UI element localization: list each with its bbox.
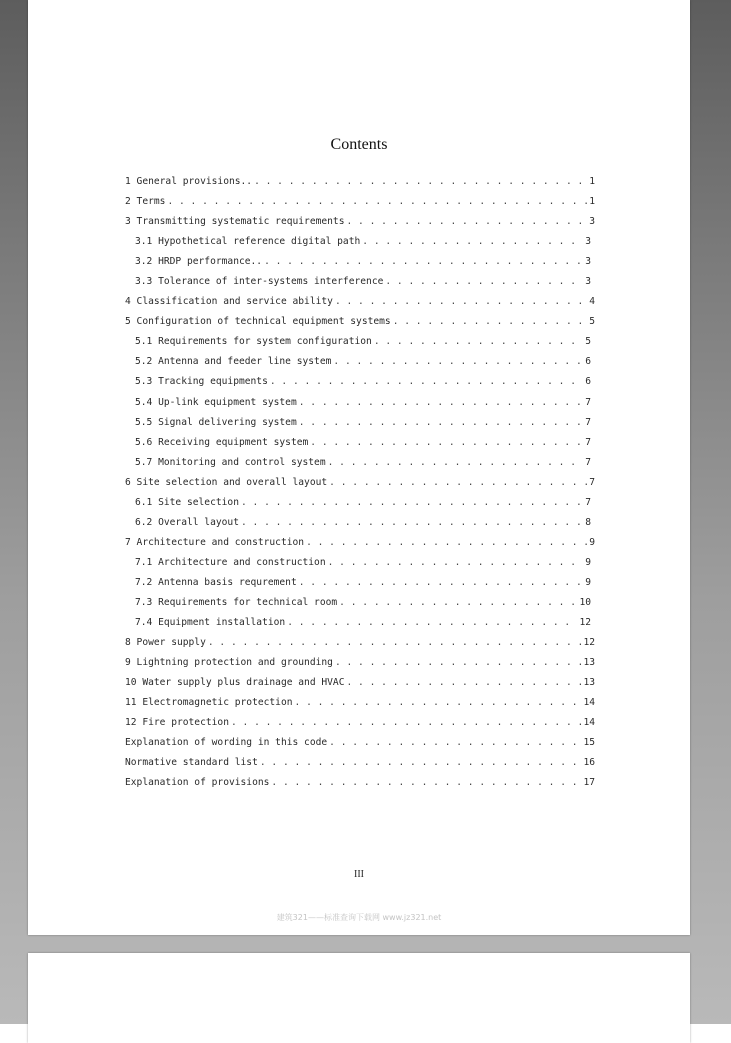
toc-entry-label: 2 Terms xyxy=(125,196,166,208)
toc-entry-page: 10 xyxy=(579,596,591,608)
toc-dot-leader xyxy=(299,397,583,408)
toc-entry-label: 7.4 Equipment installation xyxy=(135,617,286,629)
toc-entry-page: 9 xyxy=(585,576,591,588)
toc-entry-page: 6 xyxy=(585,376,591,388)
toc-entry[interactable] xyxy=(125,457,595,477)
toc-entry[interactable] xyxy=(125,176,595,196)
toc-dot-leader xyxy=(333,356,583,367)
toc-entry-label: 5.5 Signal delivering system xyxy=(135,416,297,428)
toc-dot-leader xyxy=(295,697,582,708)
toc-dot-leader xyxy=(231,717,581,728)
toc-entry-page: 17 xyxy=(583,777,595,789)
page-number: III xyxy=(354,869,364,880)
toc-entry[interactable] xyxy=(125,617,595,637)
toc-entry-label: 1 General provisions.. xyxy=(125,176,253,187)
toc-entry-label: 5.6 Receiving equipment system xyxy=(135,436,309,448)
toc-entry-label: 9 Lightning protection and grounding xyxy=(125,657,333,669)
toc-entry-page: 8 xyxy=(585,516,591,528)
toc-entry-label: 10 Water supply plus drainage and HVAC xyxy=(125,677,345,689)
toc-dot-leader xyxy=(299,577,583,588)
toc-entry-page: 4 xyxy=(589,296,595,308)
toc-dot-leader xyxy=(241,517,583,528)
toc-dot-leader xyxy=(260,757,582,768)
document-page xyxy=(28,0,690,935)
toc-entry-label: 7.2 Antenna basis requrement xyxy=(135,576,297,588)
toc-entry-page: 6 xyxy=(585,356,591,368)
toc-entry-label: Normative standard list xyxy=(125,757,258,769)
toc-entry-label: 5.2 Antenna and feeder line system xyxy=(135,356,332,368)
toc-dot-leader xyxy=(393,316,588,327)
page-title: Contents xyxy=(330,136,388,153)
toc-entry-label: 5.7 Monitoring and control system xyxy=(135,456,326,468)
toc-entry-page: 13 xyxy=(583,677,595,689)
toc-entry-label: 7 Architecture and construction xyxy=(125,536,305,548)
toc-entry[interactable] xyxy=(125,697,595,717)
toc-dot-leader xyxy=(328,457,584,468)
toc-dot-leader xyxy=(306,537,587,548)
toc-entry[interactable] xyxy=(125,657,595,677)
toc-entry-page: 9 xyxy=(585,556,591,568)
toc-entry-label: 6 Site selection and overall layout xyxy=(125,476,328,488)
toc-entry-label: 5 Configuration of technical equipment systems xyxy=(125,316,391,328)
toc-dot-leader xyxy=(329,737,581,748)
toc-entry[interactable] xyxy=(125,336,595,356)
toc-dot-leader xyxy=(287,617,577,628)
toc-entry-page: 16 xyxy=(583,757,595,769)
watermark-text: 建筑321——标准查询下载网 www.jz321.net xyxy=(276,913,442,922)
toc-dot-leader xyxy=(241,497,583,508)
toc-entry-label: 8 Power supply xyxy=(125,637,206,649)
toc-dot-leader xyxy=(347,677,582,688)
toc-entry[interactable] xyxy=(125,637,595,657)
toc-dot-leader xyxy=(362,236,583,247)
toc-entry-page: 7 xyxy=(589,476,595,488)
toc-entry[interactable] xyxy=(125,477,595,497)
toc-entry-label: 3.3 Tolerance of inter-systems interference xyxy=(135,276,384,288)
toc-entry-page: 5 xyxy=(585,336,591,348)
toc-entry[interactable] xyxy=(125,597,595,617)
toc-entry-page: 7 xyxy=(585,436,591,448)
toc-entry[interactable] xyxy=(125,196,595,216)
toc-entry-label: 5.1 Requirements for system configuration xyxy=(135,336,372,348)
toc-entry-page: 15 xyxy=(583,737,595,749)
toc-dot-leader xyxy=(335,657,582,668)
toc-dot-leader xyxy=(264,256,583,267)
toc-dot-leader xyxy=(270,376,583,387)
toc-dot-leader xyxy=(310,437,583,448)
toc-entry[interactable] xyxy=(125,777,595,797)
toc-entry[interactable] xyxy=(125,356,595,376)
toc-dot-leader xyxy=(374,336,583,347)
toc-entry-label: 3.2 HRDP performance.. xyxy=(135,256,263,268)
toc-dot-leader xyxy=(271,777,581,788)
toc-entry-page: 1 xyxy=(589,196,595,208)
toc-entry-page: 14 xyxy=(583,697,595,709)
toc-entry-label: Explanation of wording in this code xyxy=(125,737,328,749)
table-of-contents xyxy=(125,176,595,797)
toc-entry-page: 7 xyxy=(585,456,591,468)
toc-entry-page: 7 xyxy=(585,396,591,408)
toc-dot-leader xyxy=(385,276,583,287)
toc-dot-leader xyxy=(167,196,587,207)
toc-entry[interactable] xyxy=(125,517,595,537)
toc-entry[interactable] xyxy=(125,537,595,557)
toc-entry-page: 9 xyxy=(589,536,595,548)
toc-entry-label: 7.3 Requirements for technical room xyxy=(135,596,338,608)
toc-entry-label: 11 Electromagnetic protection xyxy=(125,697,293,709)
toc-entry[interactable] xyxy=(125,437,595,457)
toc-entry-page: 13 xyxy=(583,657,595,669)
toc-entry-label: 6.2 Overall layout xyxy=(135,516,239,528)
toc-entry[interactable] xyxy=(125,276,595,296)
toc-dot-leader xyxy=(347,216,588,227)
toc-entry[interactable] xyxy=(125,376,595,396)
toc-entry-label: 3.1 Hypothetical reference digital path xyxy=(135,236,361,248)
toc-dot-leader xyxy=(208,637,582,648)
toc-entry-label: Explanation of provisions xyxy=(125,777,270,789)
toc-entry[interactable] xyxy=(125,397,595,417)
toc-dot-leader xyxy=(339,597,577,608)
toc-entry[interactable] xyxy=(125,316,595,336)
toc-dot-leader xyxy=(254,176,587,187)
toc-entry-page: 5 xyxy=(589,316,595,328)
toc-entry-page: 12 xyxy=(583,637,595,649)
toc-entry[interactable] xyxy=(125,577,595,597)
toc-entry[interactable] xyxy=(125,236,595,256)
toc-entry-label: 6.1 Site selection xyxy=(135,496,239,508)
toc-entry-label: 5.4 Up-link equipment system xyxy=(135,396,297,408)
toc-entry-page: 1 xyxy=(589,176,595,187)
toc-entry[interactable] xyxy=(125,497,595,517)
toc-entry-page: 12 xyxy=(579,617,591,629)
toc-entry-page: 7 xyxy=(585,416,591,428)
toc-dot-leader xyxy=(328,557,584,568)
toc-entry[interactable] xyxy=(125,737,595,757)
toc-dot-leader xyxy=(335,296,587,307)
toc-dot-leader xyxy=(329,477,587,488)
next-document-page xyxy=(28,953,690,1043)
toc-entry[interactable] xyxy=(125,216,595,236)
toc-entry-label: 7.1 Architecture and construction xyxy=(135,556,326,568)
toc-entry[interactable] xyxy=(125,677,595,697)
toc-entry-page: 14 xyxy=(583,717,595,729)
toc-entry-label: 12 Fire protection xyxy=(125,717,229,729)
toc-entry-page: 3 xyxy=(585,236,591,248)
toc-entry[interactable] xyxy=(125,296,595,316)
toc-entry-page: 3 xyxy=(585,276,591,288)
toc-entry-page: 3 xyxy=(589,216,595,228)
toc-entry[interactable] xyxy=(125,557,595,577)
toc-entry-page: 3 xyxy=(585,256,591,268)
toc-entry[interactable] xyxy=(125,417,595,437)
toc-entry-label: 5.3 Tracking equipments xyxy=(135,376,268,388)
toc-entry[interactable] xyxy=(125,717,595,737)
toc-dot-leader xyxy=(299,417,583,428)
toc-entry[interactable] xyxy=(125,757,595,777)
toc-entry[interactable] xyxy=(125,256,595,276)
toc-entry-page: 7 xyxy=(585,496,591,508)
toc-entry-label: 3 Transmitting systematic requirements xyxy=(125,216,345,228)
toc-entry-label: 4 Classification and service ability xyxy=(125,296,333,308)
